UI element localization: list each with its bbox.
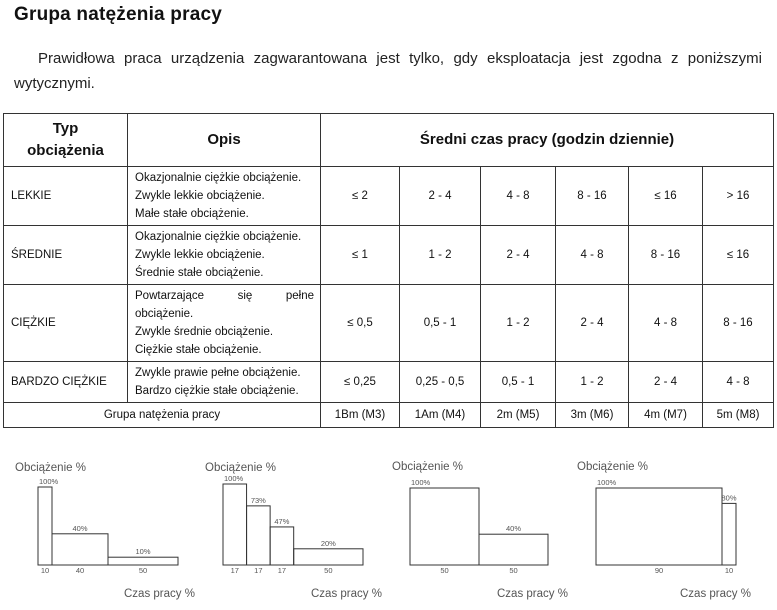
hours-value: 0,25 - 0,5: [400, 362, 481, 403]
hours-value: 8 - 16: [703, 285, 774, 362]
chart-tick-label: 50: [440, 566, 449, 575]
chart-bar-label: 40%: [505, 524, 522, 534]
page-title: Grupa natężenia pracy: [14, 4, 222, 25]
hours-value: 1 - 2: [481, 285, 556, 362]
footer-value: 4m (M7): [629, 403, 703, 428]
chart-bar-label: 73%: [250, 495, 266, 505]
chart-tick-label: 40: [75, 566, 85, 575]
footer-value: 2m (M5): [481, 403, 556, 428]
chart-xlabel: Czas pracy %: [680, 588, 751, 600]
chart-tick-label: 50: [509, 566, 518, 575]
chart-xlabel: Czas pracy %: [497, 588, 568, 600]
row-type: CIĘŻKIE: [4, 285, 128, 362]
chart-xlabel: Czas pracy %: [311, 588, 382, 600]
hours-value: 2 - 4: [629, 362, 703, 403]
description-line: Zwykle lekkie obciążenie.: [135, 249, 265, 261]
chart-bar-label: 100%: [39, 477, 59, 486]
footer-value: 1Bm (M3): [321, 403, 400, 428]
description-line: Zwykle średnie obciążenie.: [135, 326, 274, 338]
chart-xlabel: Czas pracy %: [124, 588, 195, 600]
description-line: Powtarzające się pełne obciążenie.: [135, 290, 314, 320]
description-line: Okazjonalnie ciężkie obciążenie.: [135, 172, 302, 184]
hours-value: ≤ 16: [629, 167, 703, 226]
chart-bar-label: 100%: [224, 474, 244, 483]
table-row: [4, 362, 774, 403]
chart-tick-label: 10: [40, 566, 50, 575]
load-spectrum-svg: [0, 455, 777, 605]
hours-value: 2 - 4: [481, 226, 556, 285]
chart-bar-label: 20%: [320, 538, 336, 548]
header-desc: Opis: [128, 114, 321, 167]
hours-value: ≤ 0,25: [321, 362, 400, 403]
row-description: [128, 167, 321, 226]
chart-ylabel: Obciążenie %: [15, 462, 86, 474]
load-group-table: [3, 113, 774, 428]
chart-tick-label: 17: [277, 566, 287, 575]
table-row: [4, 167, 774, 226]
hours-value: 4 - 8: [481, 167, 556, 226]
footer-value: 3m (M6): [556, 403, 629, 428]
load-spectrum-charts: [0, 455, 777, 605]
chart-bar-label: 10%: [135, 547, 151, 557]
hours-value: 1 - 2: [556, 362, 629, 403]
intro-paragraph: [14, 46, 762, 96]
chart-tick-label: 50: [324, 566, 333, 575]
chart-bar-label: 40%: [72, 523, 88, 533]
table-row: [4, 285, 774, 362]
table-header-row: [4, 114, 774, 167]
chart-tick-label: 17: [230, 566, 239, 575]
table-footer-row: [4, 403, 774, 428]
footer-label: Grupa natężenia pracy: [4, 403, 321, 428]
row-description: [128, 226, 321, 285]
hours-value: ≤ 1: [321, 226, 400, 285]
description-line: Małe stałe obciążenie.: [135, 208, 249, 220]
chart-bar: [223, 484, 247, 565]
footer-value: 5m (M8): [703, 403, 774, 428]
chart-tick-label: 17: [254, 566, 263, 575]
chart-bar: [108, 557, 178, 565]
chart-bar-label: 100%: [597, 478, 617, 487]
hours-value: 8 - 16: [556, 167, 629, 226]
chart-bar: [294, 549, 363, 565]
chart-bar-label: 80%: [721, 493, 737, 503]
chart-bar: [52, 534, 108, 565]
row-description: [128, 362, 321, 403]
description-line: Okazjonalnie ciężkie obciążenie.: [135, 231, 302, 243]
chart-bar: [247, 506, 271, 565]
chart-bar: [38, 487, 52, 565]
hours-value: 0,5 - 1: [481, 362, 556, 403]
chart-bar: [270, 527, 294, 565]
row-type: BARDZO CIĘŻKIE: [4, 362, 128, 403]
chart-bar: [596, 488, 722, 565]
intro-text: Prawidłowa praca urządzenia zagwarantowana jest tylko, gdy eksploatacja jest zgodna z poniższymi wytycznymi.: [14, 50, 762, 92]
hours-value: 2 - 4: [556, 285, 629, 362]
hours-value: ≤ 2: [321, 167, 400, 226]
description-line: Średnie stałe obciążenie.: [135, 267, 264, 279]
hours-value: ≤ 0,5: [321, 285, 400, 362]
description-line: Zwykle prawie pełne obciążenie.: [135, 367, 301, 379]
row-type: ŚREDNIE: [4, 226, 128, 285]
chart-ylabel: Obciążenie %: [392, 461, 463, 473]
row-description: [128, 285, 321, 362]
table-row: [4, 226, 774, 285]
chart-ylabel: Obciążenie %: [205, 462, 276, 474]
hours-value: 4 - 8: [556, 226, 629, 285]
hours-value: ≤ 16: [703, 226, 774, 285]
chart-tick-label: 10: [724, 566, 734, 575]
hours-value: 0,5 - 1: [400, 285, 481, 362]
chart-bar-label: 100%: [411, 478, 431, 487]
chart-tick-label: 50: [138, 566, 148, 575]
description-line: Ciężkie stałe obciążenie.: [135, 344, 262, 356]
header-type: Typ obciążenia: [4, 114, 128, 167]
row-type: LEKKIE: [4, 167, 128, 226]
header-time: Średni czas pracy (godzin dziennie): [321, 114, 774, 167]
chart-tick-label: 90: [654, 566, 664, 575]
hours-value: 2 - 4: [400, 167, 481, 226]
chart-bar: [479, 534, 548, 565]
hours-value: 8 - 16: [629, 226, 703, 285]
hours-value: 4 - 8: [703, 362, 774, 403]
hours-value: > 16: [703, 167, 774, 226]
hours-value: 4 - 8: [629, 285, 703, 362]
chart-bar-label: 47%: [274, 516, 290, 526]
hours-value: 1 - 2: [400, 226, 481, 285]
description-line: Zwykle lekkie obciążenie.: [135, 190, 265, 202]
chart-bar: [722, 503, 736, 565]
footer-value: 1Am (M4): [400, 403, 481, 428]
chart-ylabel: Obciążenie %: [577, 461, 648, 473]
description-line: Bardzo ciężkie stałe obciążenie.: [135, 385, 299, 397]
chart-bar: [410, 488, 479, 565]
